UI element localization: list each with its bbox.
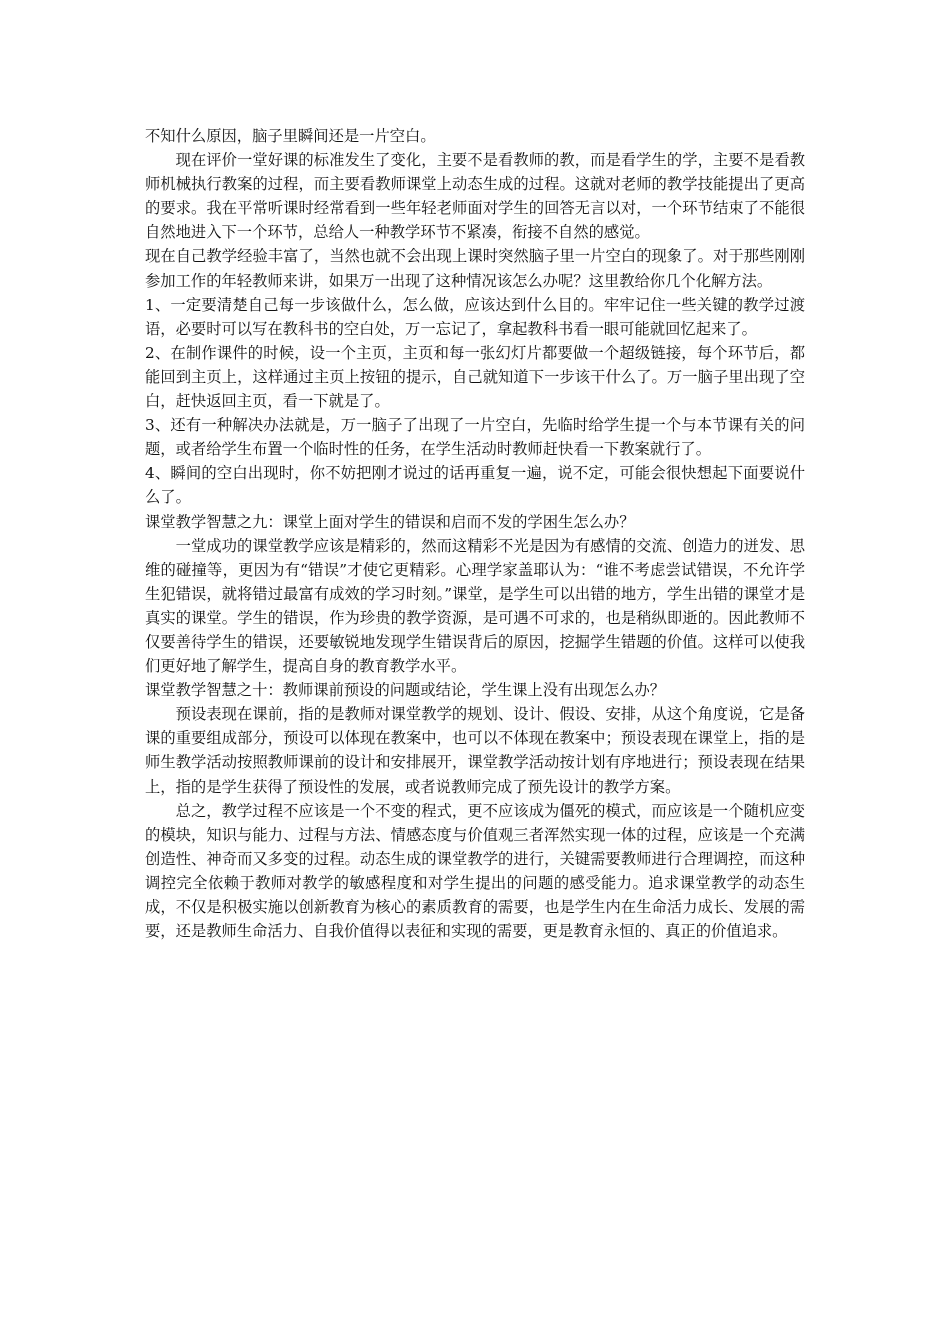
list-item-1: 1、一定要清楚自己每一步该做什么，怎么做，应该达到什么目的。牢牢记住一些关键的教学过渡语，必要时可以写在教科书的空白处，万一忘记了，拿起教科书看一眼可能就回忆起来了。 [145,295,805,338]
list-item-4: 4、瞬间的空白出现时，你不妨把刚才说过的话再重复一遍，说不定，可能会很快想起下面要说什么了。 [145,464,805,507]
list-item-3: 3、还有一种解决办法就是，万一脑子了出现了一片空白，先临时给学生提一个与本节课有关的问题，或者给学生布置一个临时性的任务，在学生活动时教师赶快看一下教案就行了。 [145,416,805,459]
list-item-2: 2、在制作课件的时候，设一个主页，主页和每一张幻灯片都要做一个超级链接，每个环节后，都能回到主页上，这样通过主页上按钮的提示，自己就知道下一步该干什么了。万一脑子里出现了空白，赶快返回主页，看一下就是了。 [145,343,805,411]
paragraph-5: 预设表现在课前，指的是教师对课堂教学的规划、设计、假设、安排，从这个角度说，它是备课的重要组成部分，预设可以体现在教案中，也可以不体现在教案中；预设表现在课堂上，指的是师生教学活动按照教师课前的设计和安排展开，课堂教学活动按计划有序地进行；预设表现在结果上，指的是学生获得了预设性的发展，或者说教师完成了预先设计的教学方案。 [145,705,805,796]
paragraph-6: 总之，教学过程不应该是一个不变的程式，更不应该成为僵死的模式，而应该是一个随机应变的模块，知识与能力、过程与方法、情感态度与价值观三者浑然实现一体的过程，应该是一个充满创造性、神奇而又多变的过程。动态生成的课堂教学的进行，关键需要教师进行合理调控，而这种调控完全依赖于教师对教学的敏感程度和对学生提出的问题的感受能力。追求课堂教学的动态生成，不仅是积极实施以创新教育为核心的素质教育的需要，也是学生内在生命活力成长、发展的需要，还是教师生命活力、自我价值得以表征和实现的需要，更是教育永恒的、真正的价值追求。 [145,801,805,941]
paragraph-3: 现在自己教学经验丰富了，当然也就不会出现上课时突然脑子里一片空白的现象了。对于那些刚刚参加工作的年轻教师来讲，如果万一出现了这种情况该怎么办呢？这里教给你几个化解方法。 [145,247,805,290]
paragraph-2: 现在评价一堂好课的标准发生了变化，主要不是看教师的教，而是看学生的学，主要不是看教师机械执行教案的过程，而主要看教师课堂上动态生成的过程。这就对老师的教学技能提出了更高的要求。我在平常听课时经常看到一些年轻老师面对学生的回答无言以对，一个环节结束了不能很自然地进入下一个环节，总给人一种教学环节不紧凑，衔接不自然的感觉。 [145,151,805,242]
document-page [145,124,805,943]
section-heading-10: 课堂教学智慧之十：教师课前预设的问题或结论，学生课上没有出现怎么办？ [145,681,666,700]
section-heading-9: 课堂教学智慧之九：课堂上面对学生的错误和启而不发的学困生怎么办？ [145,512,635,531]
paragraph-1: 不知什么原因，脑子里瞬间还是一片空白。 [145,127,436,145]
paragraph-4: 一堂成功的课堂教学应该是精彩的，然而这精彩不光是因为有感情的交流、创造力的迸发、思维的碰撞等，更因为有“错误”才使它更精彩。心理学家盖耶认为：“谁不考虑尝试错误，不允许学生犯错误，就将错过最富有成效的学习时刻。”课堂，是学生可以出错的地方，学生出错的课堂才是真实的课堂。学生的错误，作为珍贵的教学资源，是可遇不可求的，也是稍纵即逝的。因此教师不仅要善待学生的错误，还要敏锐地发现学生错误背后的原因，挖掘学生错题的价值。这样可以使我们更好地了解学生，提高自身的教育教学水平。 [145,536,805,676]
